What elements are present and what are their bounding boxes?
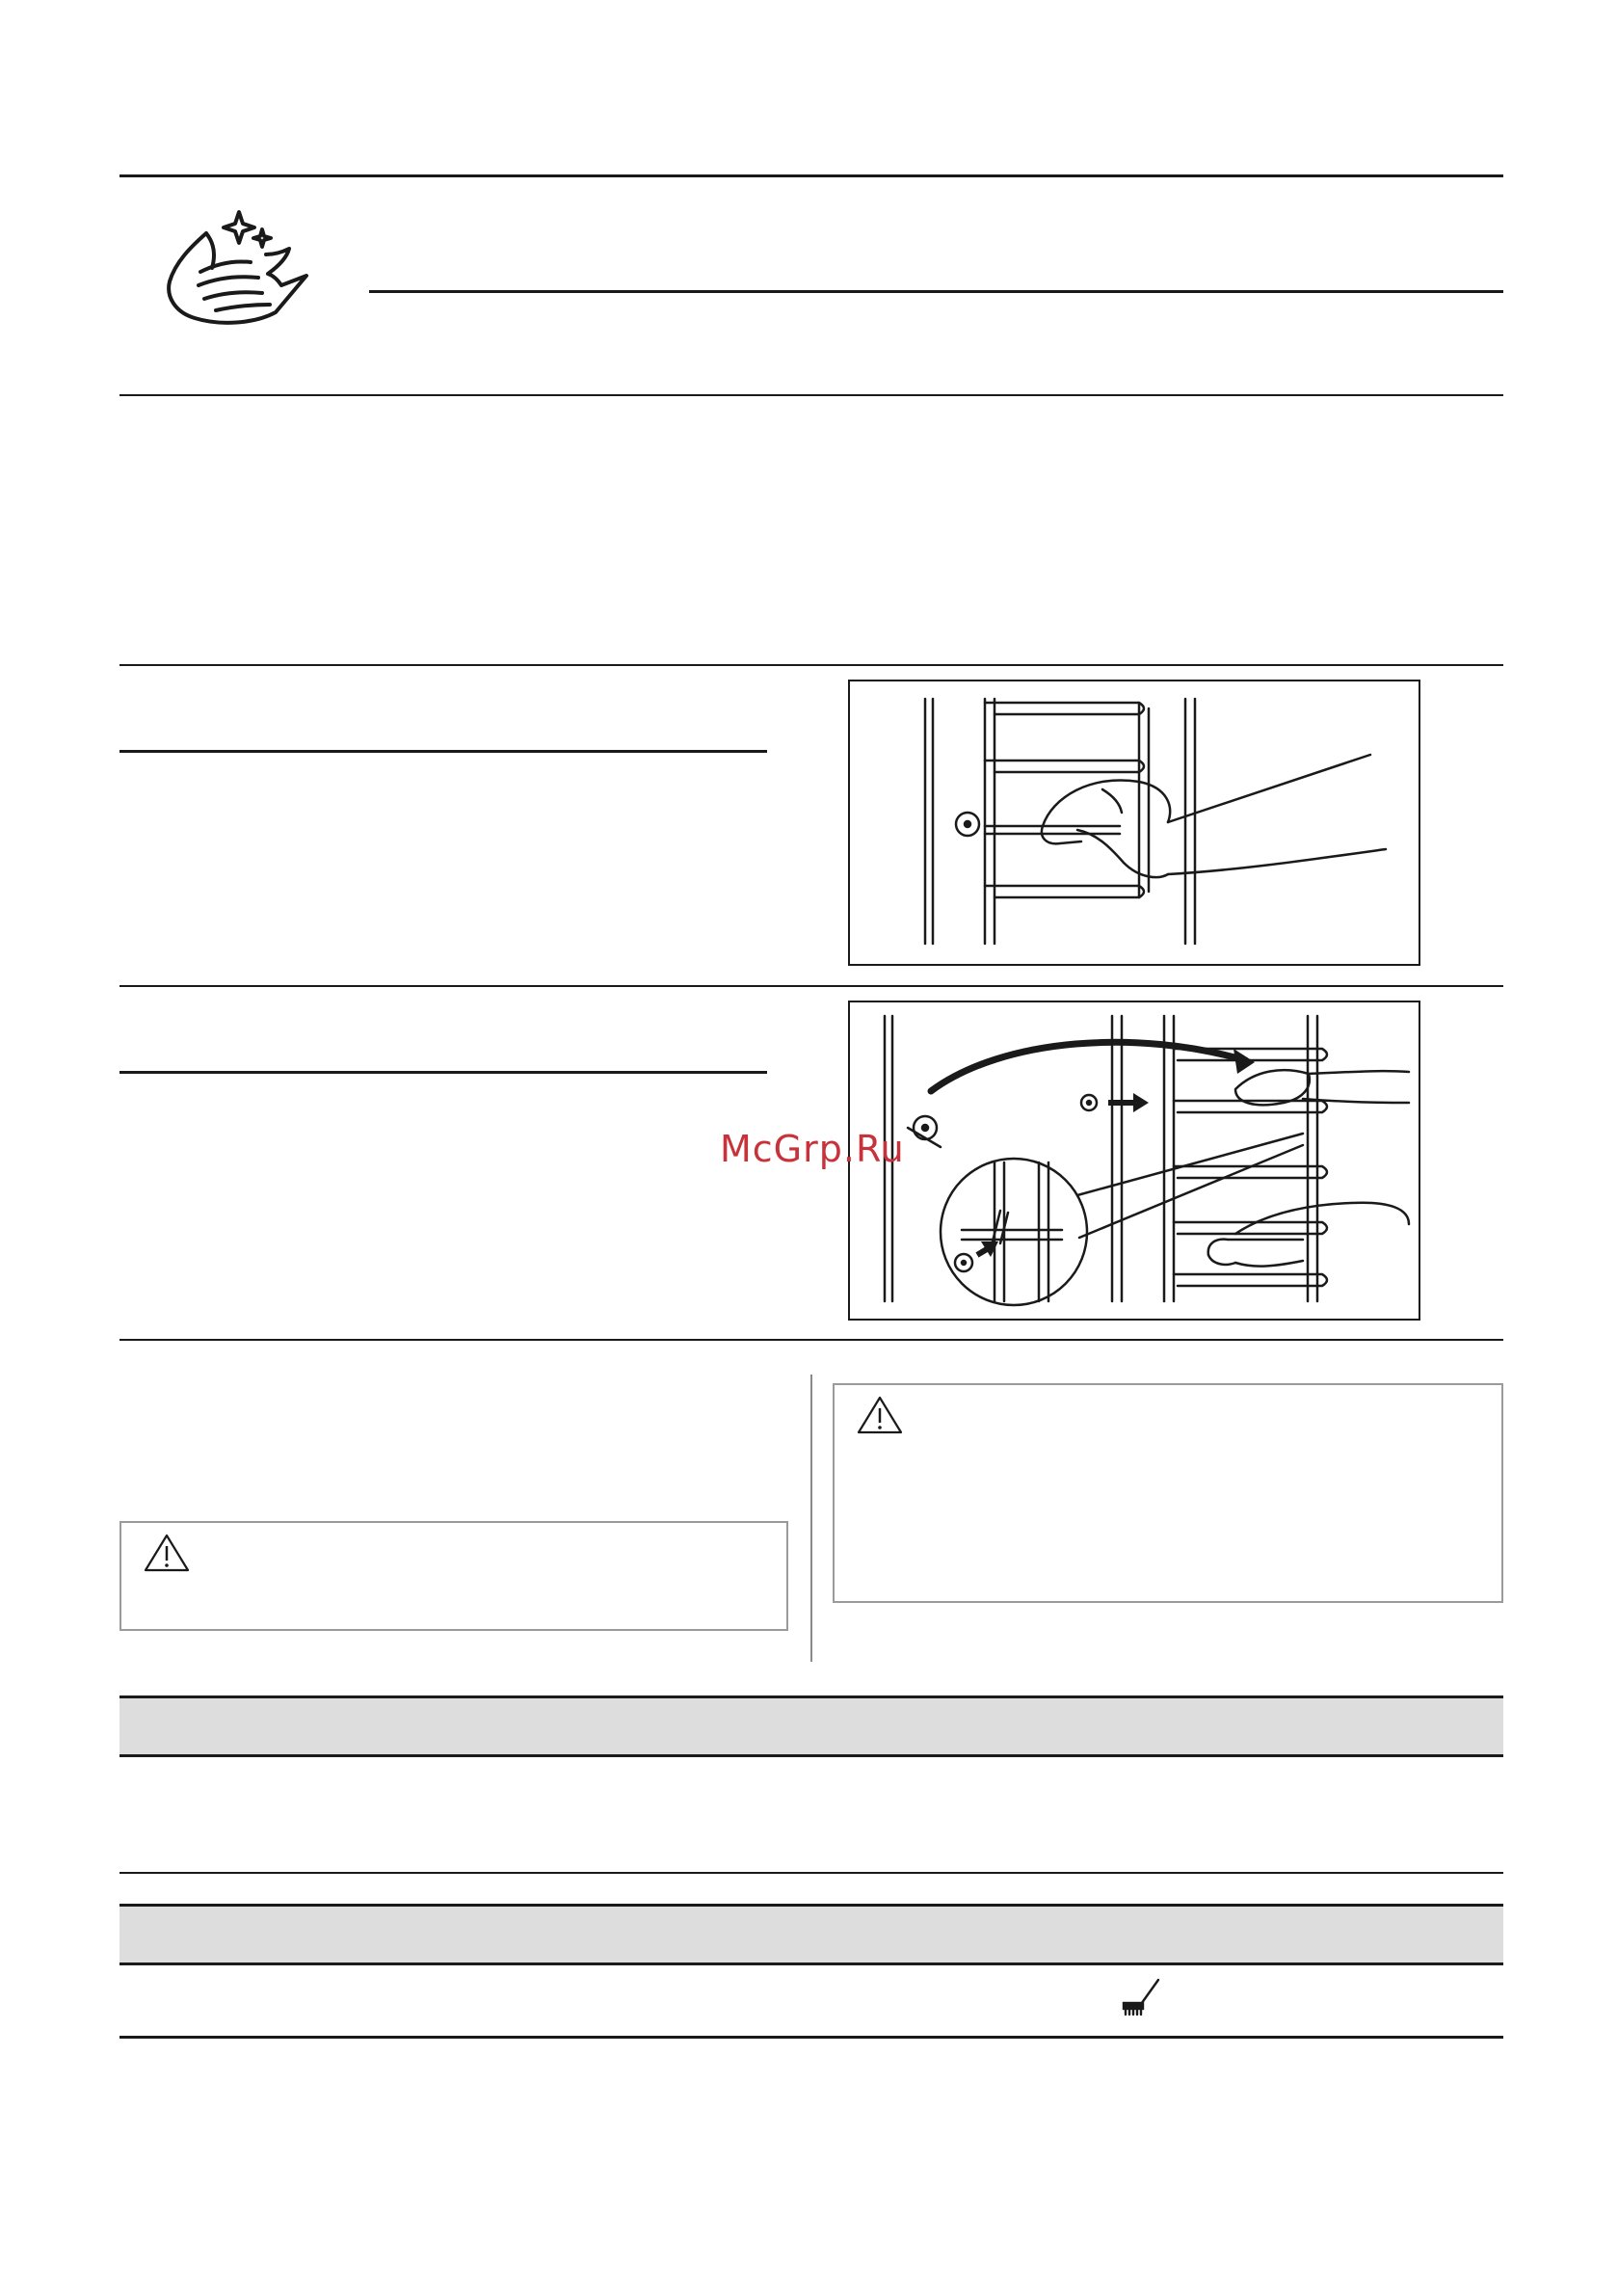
row2-top-rule <box>119 985 1503 987</box>
table-header-band-1 <box>119 1695 1503 1757</box>
table-header-band-2 <box>119 1904 1503 1965</box>
row3-top-rule <box>119 1339 1503 1341</box>
cleaning-brush-icon <box>1122 1976 1162 2016</box>
header-title-rule <box>369 290 1503 293</box>
shelf-support-install-figure <box>848 1001 1420 1321</box>
shelf-support-removal-figure <box>848 680 1420 966</box>
section-rule <box>119 394 1503 396</box>
warning-box-right <box>833 1383 1503 1603</box>
warning-box-left <box>119 1521 788 1631</box>
row2-heading-rule <box>119 1071 767 1074</box>
top-rule <box>119 174 1503 177</box>
row1-top-rule <box>119 664 1503 666</box>
column-divider <box>810 1375 812 1662</box>
row1-heading-rule <box>119 750 767 753</box>
cleaning-icon <box>162 204 326 330</box>
watermark: McGrp.Ru <box>720 1128 905 1170</box>
warning-triangle-icon <box>143 1533 191 1573</box>
warning-triangle-icon <box>856 1395 904 1435</box>
table-bottom-rule <box>119 2036 1503 2039</box>
table-rule-1 <box>119 1872 1503 1874</box>
